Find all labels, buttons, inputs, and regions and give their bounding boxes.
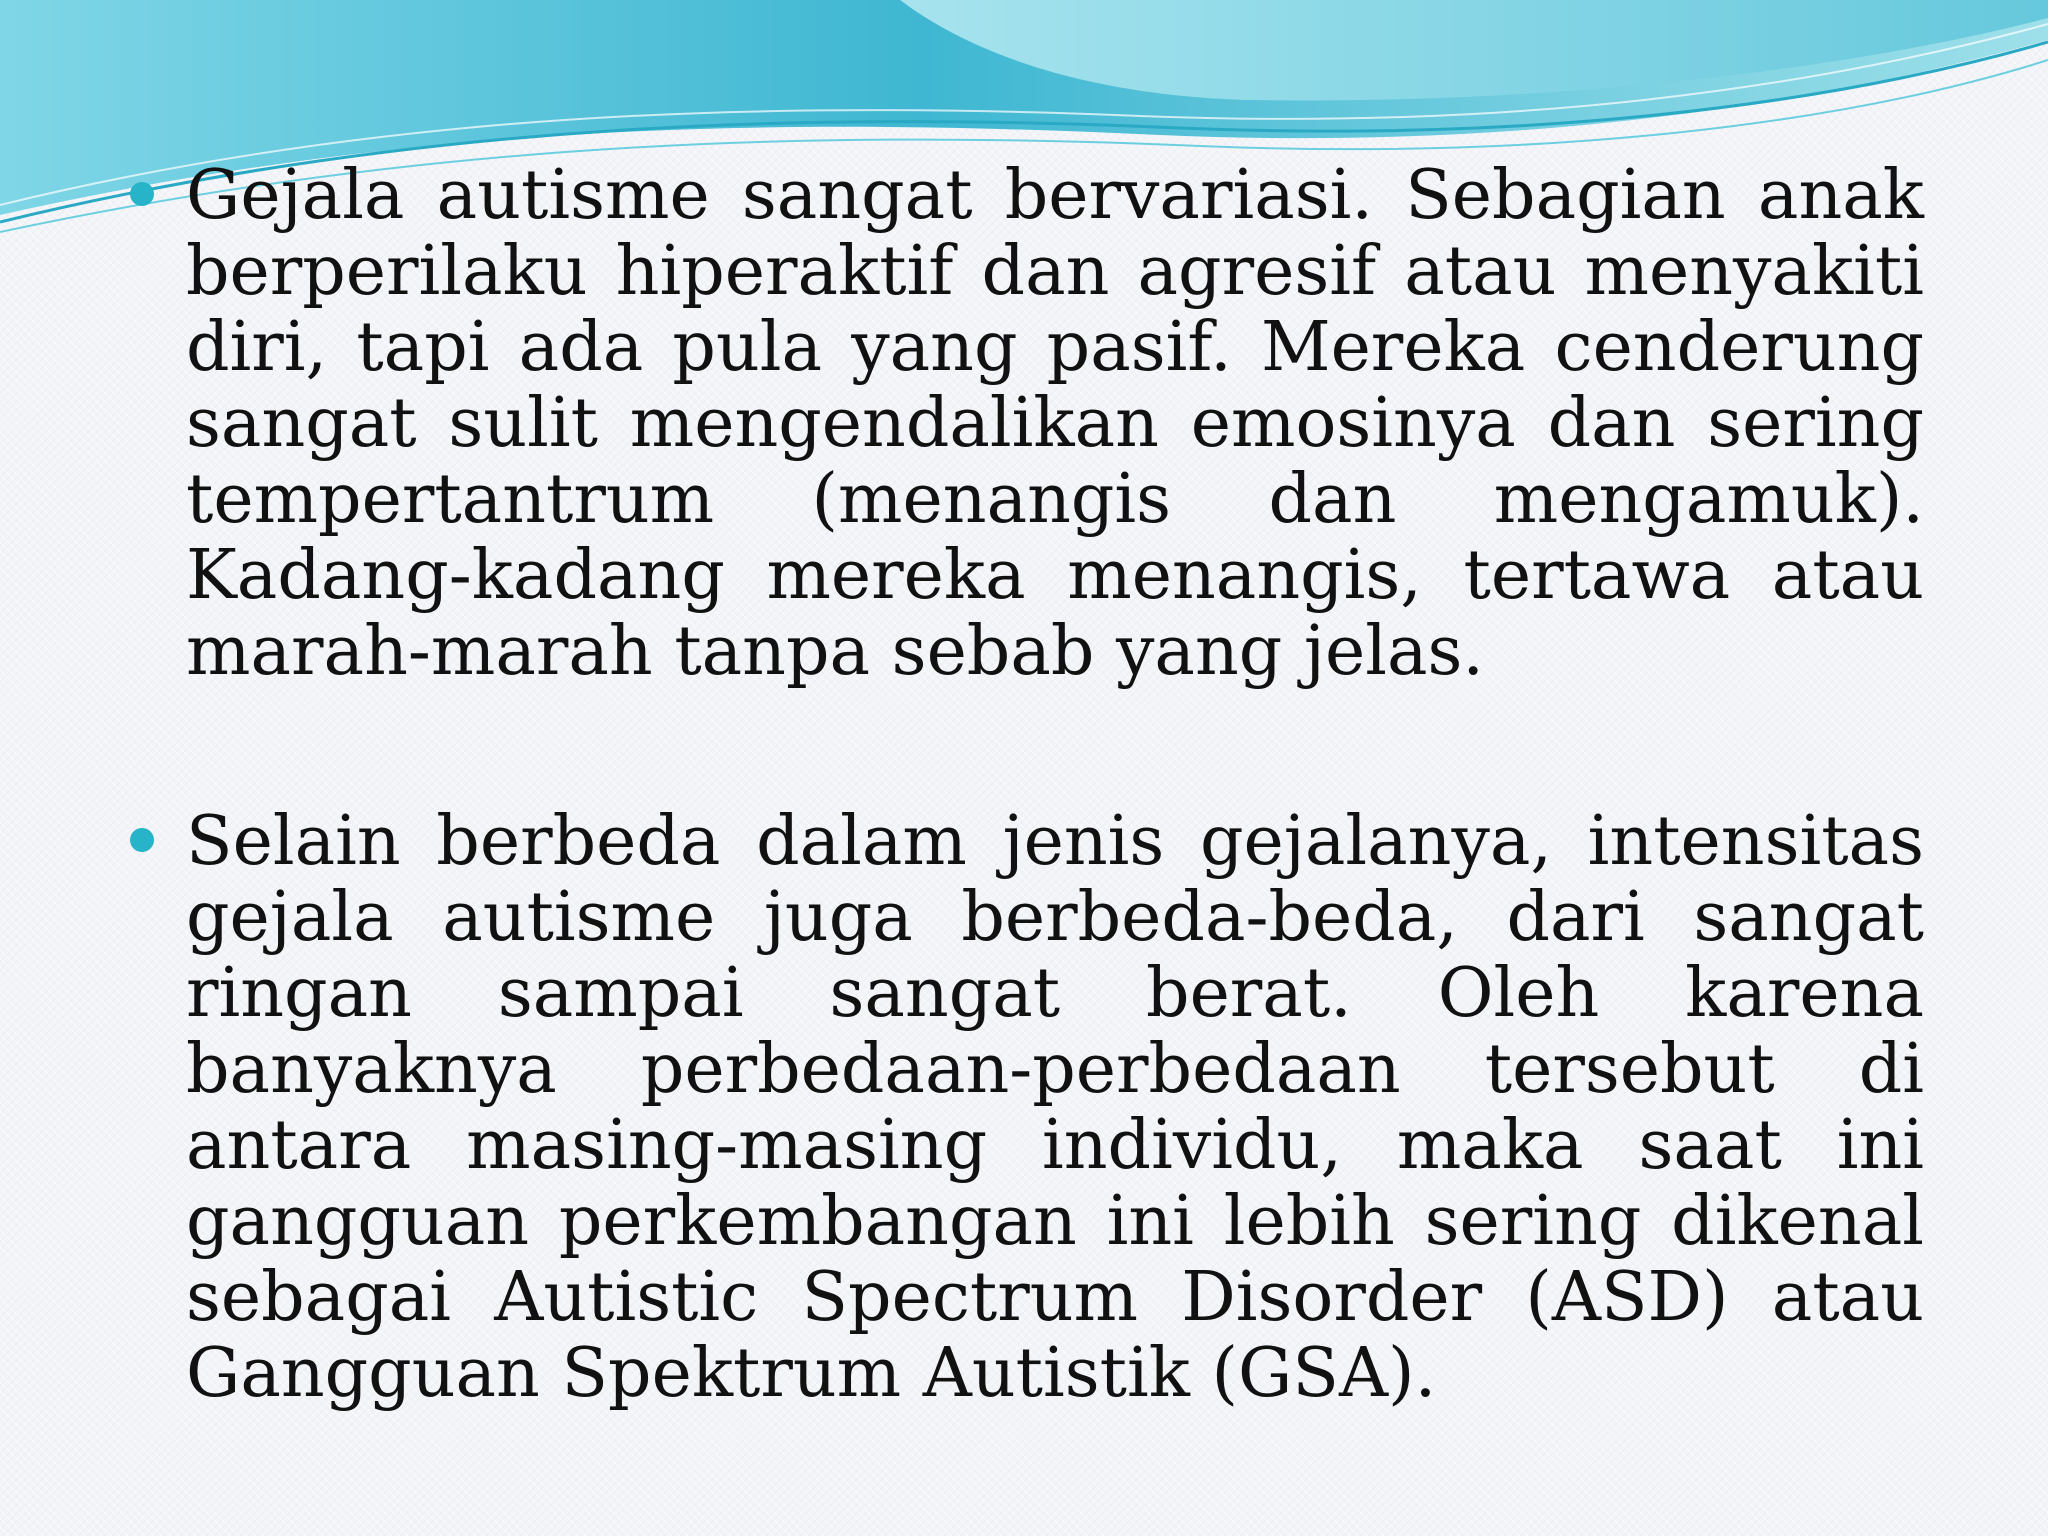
bullet-dot-icon [130, 828, 154, 852]
slide-bullet-list [186, 158, 1924, 1412]
bullet-item-2 [186, 804, 1924, 1412]
bullet-text-1: Gejala autisme sangat bervariasi. Sebagian anak berperilaku hiperaktif dan agresif atau menyakiti diri, tapi ada pula yang pasif. Mereka cenderung sangat sulit mengendalikan emosinya dan sering tempertantrum (menangis dan mengamuk). Kadang-kadang mereka menangis, tertawa atau marah-marah tanpa sebab yang jelas. [186, 156, 1924, 691]
bullet-dot-icon [130, 182, 154, 206]
bullet-text-2: Selain berbeda dalam jenis gejalanya, intensitas gejala autisme juga berbeda-beda, dari sangat ringan sampai sangat berat. Oleh karena banyaknya perbedaan-perbedaan tersebut di antara masing-masing individu, maka saat ini gangguan perkembangan ini lebih sering dikenal sebagai Autistic Spectrum Disorder (ASD) atau Gangguan Spektrum Autistik (GSA). [186, 802, 1924, 1413]
bullet-item-1 [186, 158, 1924, 690]
